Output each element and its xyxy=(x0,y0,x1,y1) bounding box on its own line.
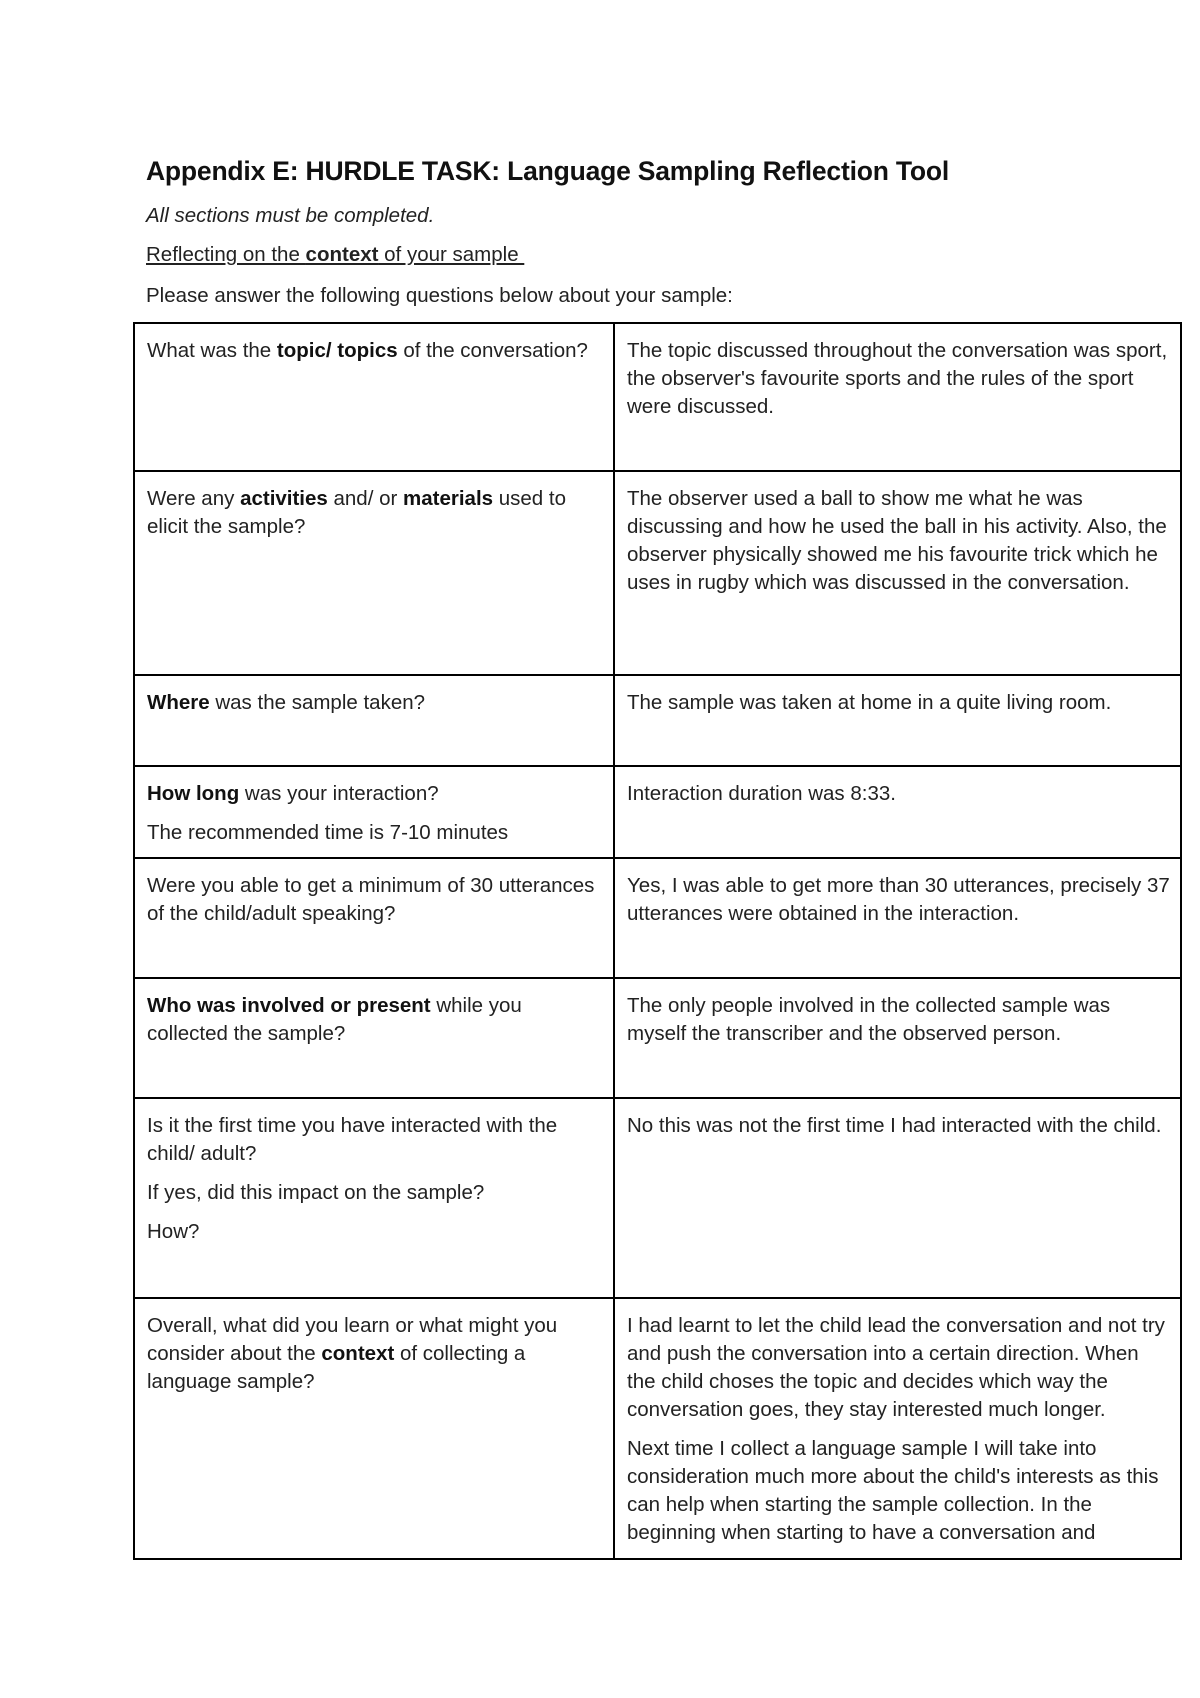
question-text: Overall, what did you learn or what might you consider about the context of collecting a language sample? xyxy=(147,1314,558,1393)
answer-text: Yes, I was able to get more than 30 utterances, precisely 37 utterances were obtained in the interaction. xyxy=(627,874,1170,925)
answer-cell[interactable] xyxy=(614,323,1181,471)
section-heading-keyword: context xyxy=(305,243,379,266)
answer-cell[interactable] xyxy=(614,1098,1181,1298)
answer-text: Interaction duration was 8:33. xyxy=(627,782,896,805)
table-row xyxy=(134,471,1181,675)
subtitle: All sections must be completed. xyxy=(146,204,435,227)
question-note: How? xyxy=(147,1220,200,1243)
question-note: If yes, did this impact on the sample? xyxy=(147,1181,485,1204)
answer-text: The observer used a ball to show me what he was discussing and how he used the ball in his activity. Also, the observer physically showed me his favourite trick which he uses in rugby which was discussed in the conversation. xyxy=(627,487,1167,594)
question-text: Where was the sample taken? xyxy=(147,691,426,714)
question-text: Were any activities and/ or materials used to elicit the sample? xyxy=(147,487,567,538)
answer-cell[interactable] xyxy=(614,766,1181,858)
question-keyword: activities xyxy=(240,487,328,510)
instruction-text: Please answer the following questions below about your sample: xyxy=(146,284,733,307)
answer-text: The topic discussed throughout the conversation was sport, the observer's favourite sports and the rules of the sport were discussed. xyxy=(627,339,1168,418)
table-row xyxy=(134,1098,1181,1298)
question-text: Is it the first time you have interacted with the child/ adult? xyxy=(147,1114,558,1165)
question-cell xyxy=(134,978,614,1098)
page-title: Appendix E: HURDLE TASK: Language Sampling Reflection Tool xyxy=(146,156,950,186)
answer-text: I had learnt to let the child lead the conversation and not try and push the conversation into a certain direction. When the child choses the topic and decides which way the conversation goes, they stay interested much longer. xyxy=(627,1314,1165,1421)
answer-text: The sample was taken at home in a quite living room. xyxy=(627,691,1112,714)
question-text: Who was involved or present while you collected the sample? xyxy=(147,994,522,1045)
answer-text: The only people involved in the collected sample was myself the transcriber and the observed person. xyxy=(627,994,1111,1045)
question-cell xyxy=(134,766,614,858)
answer-text: No this was not the first time I had interacted with the child. xyxy=(627,1114,1162,1137)
question-keyword: topic/ topics xyxy=(276,339,398,362)
question-keyword: context xyxy=(321,1342,395,1365)
table-row xyxy=(134,323,1181,471)
section-heading xyxy=(146,243,524,267)
question-text: How long was your interaction? xyxy=(147,782,439,805)
table-row xyxy=(134,978,1181,1098)
table-row xyxy=(134,858,1181,978)
section-heading-prefix: Reflecting on the xyxy=(146,243,306,266)
answer-text: Next time I collect a language sample I will take into consideration much more about the child's interests as this can help when starting the sample collection. In the beginning when starting to have a conversation and xyxy=(627,1437,1159,1544)
question-cell xyxy=(134,858,614,978)
section-heading-suffix: of your sample xyxy=(378,243,525,266)
question-keyword: materials xyxy=(403,487,494,510)
table-row xyxy=(134,1298,1181,1559)
answer-cell[interactable] xyxy=(614,471,1181,675)
answer-cell[interactable] xyxy=(614,978,1181,1098)
reflection-table xyxy=(133,322,1182,1560)
answer-cell[interactable] xyxy=(614,1298,1181,1559)
question-cell xyxy=(134,1098,614,1298)
question-cell xyxy=(134,1298,614,1559)
question-cell xyxy=(134,323,614,471)
answer-cell[interactable] xyxy=(614,858,1181,978)
question-keyword: Where xyxy=(147,691,210,714)
question-cell xyxy=(134,471,614,675)
answer-cell[interactable] xyxy=(614,675,1181,766)
table-row xyxy=(134,766,1181,858)
question-text: What was the topic/ topics of the conversation? xyxy=(147,339,588,362)
question-text: Were you able to get a minimum of 30 utterances of the child/adult speaking? xyxy=(147,874,595,925)
table-row xyxy=(134,675,1181,766)
answer-clip xyxy=(627,1312,1170,1548)
question-keyword: How long xyxy=(147,782,240,805)
question-note: The recommended time is 7-10 minutes xyxy=(147,821,509,844)
question-cell xyxy=(134,675,614,766)
question-keyword: Who was involved or present xyxy=(147,994,431,1017)
